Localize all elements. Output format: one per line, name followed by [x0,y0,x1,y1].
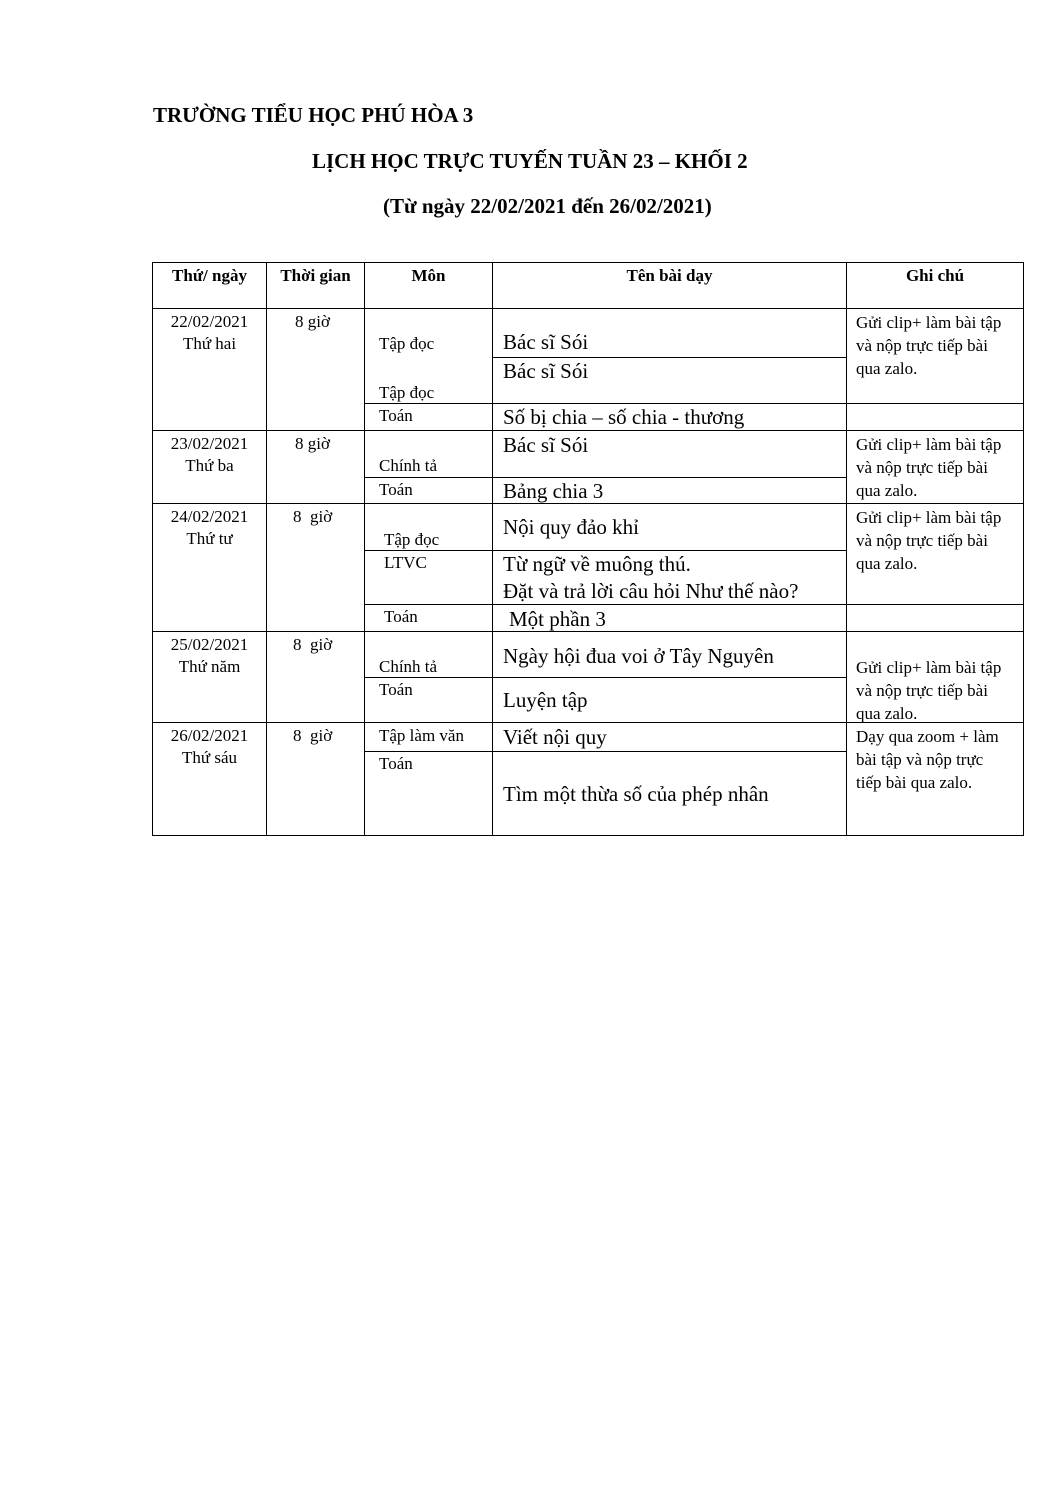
lesson-subject: Tập đọc [384,530,440,549]
day-date: 26/02/2021 [170,726,249,745]
lesson-title: Bác sĩ Sói [503,359,589,383]
lesson-subject: Tập đọc [379,383,435,402]
lesson-subject: LTVC [384,553,427,572]
lesson-subject: Toán [384,607,418,626]
page-title: LỊCH HỌC TRỰC TUYẾN TUẦN 23 – KHỐI 2 [312,149,748,173]
day-weekday: Thứ sáu [181,748,237,767]
lesson-title: Nội quy đảo khỉ [503,515,639,539]
column-header: Ghi chú [905,266,965,285]
column-header: Tên bài dạy [626,266,713,285]
school-name: TRƯỜNG TIỂU HỌC PHÚ HÒA 3 [153,103,474,127]
day-date: 25/02/2021 [170,635,249,654]
lesson-note: Gửi clip+ làm bài tập và nộp trực tiếp bài qua zalo. [856,658,1002,723]
day-date: 22/02/2021 [170,312,249,331]
lesson-subject: Chính tả [379,657,438,676]
lesson-time: 8 giờ [293,635,333,654]
lesson-subject: Chính tả [379,456,438,475]
lesson-subject: Toán [379,754,413,773]
lesson-note: Dạy qua zoom + làm bài tập và nộp trực tiếp bài qua zalo. [856,727,999,792]
column-header: Môn [411,266,446,285]
day-weekday: Thứ năm [178,657,241,676]
lesson-subject: Tập đọc [379,334,435,353]
lesson-title: Bác sĩ Sói [503,330,589,354]
lesson-subject: Toán [379,406,413,425]
day-date: 24/02/2021 [170,507,249,526]
lesson-title: Tìm một thừa số của phép nhân [503,782,769,806]
lesson-title: Luyện tập [503,688,588,712]
date-range: (Từ ngày 22/02/2021 đến 26/02/2021) [383,194,712,218]
lesson-note: Gửi clip+ làm bài tập và nộp trực tiếp bài qua zalo. [856,435,1002,500]
lesson-subject: Tập làm văn [379,726,464,745]
day-date: 23/02/2021 [170,434,249,453]
lesson-title: Viết nội quy [503,725,607,749]
day-weekday: Thứ hai [182,334,237,353]
lesson-title: Từ ngữ về muông thú. [503,552,691,576]
lesson-subject: Toán [379,680,413,699]
lesson-time: 8 giờ [293,726,333,745]
lesson-note: Gửi clip+ làm bài tập và nộp trực tiếp bài qua zalo. [856,508,1002,573]
lesson-title: Một phần 3 [509,607,606,631]
lesson-title: Bảng chia 3 [503,479,604,503]
day-weekday: Thứ ba [185,456,234,475]
column-header: Thời gian [280,266,351,285]
lesson-time: 8 giờ [293,507,333,526]
lesson-note: Gửi clip+ làm bài tập và nộp trực tiếp bài qua zalo. [856,313,1002,378]
lesson-time: 8 giờ [295,434,330,453]
lesson-time: 8 giờ [295,312,330,331]
day-weekday: Thứ tư [186,529,233,548]
lesson-title: Bác sĩ Sói [503,433,589,457]
lesson-title: Đặt và trả lời câu hỏi Như thế nào? [503,579,799,603]
lesson-title: Ngày hội đua voi ở Tây Nguyên [503,644,774,668]
schedule-table [152,262,1024,836]
lesson-subject: Toán [379,480,413,499]
column-header: Thứ/ ngày [172,266,247,285]
lesson-title: Số bị chia – số chia - thương [503,405,745,429]
